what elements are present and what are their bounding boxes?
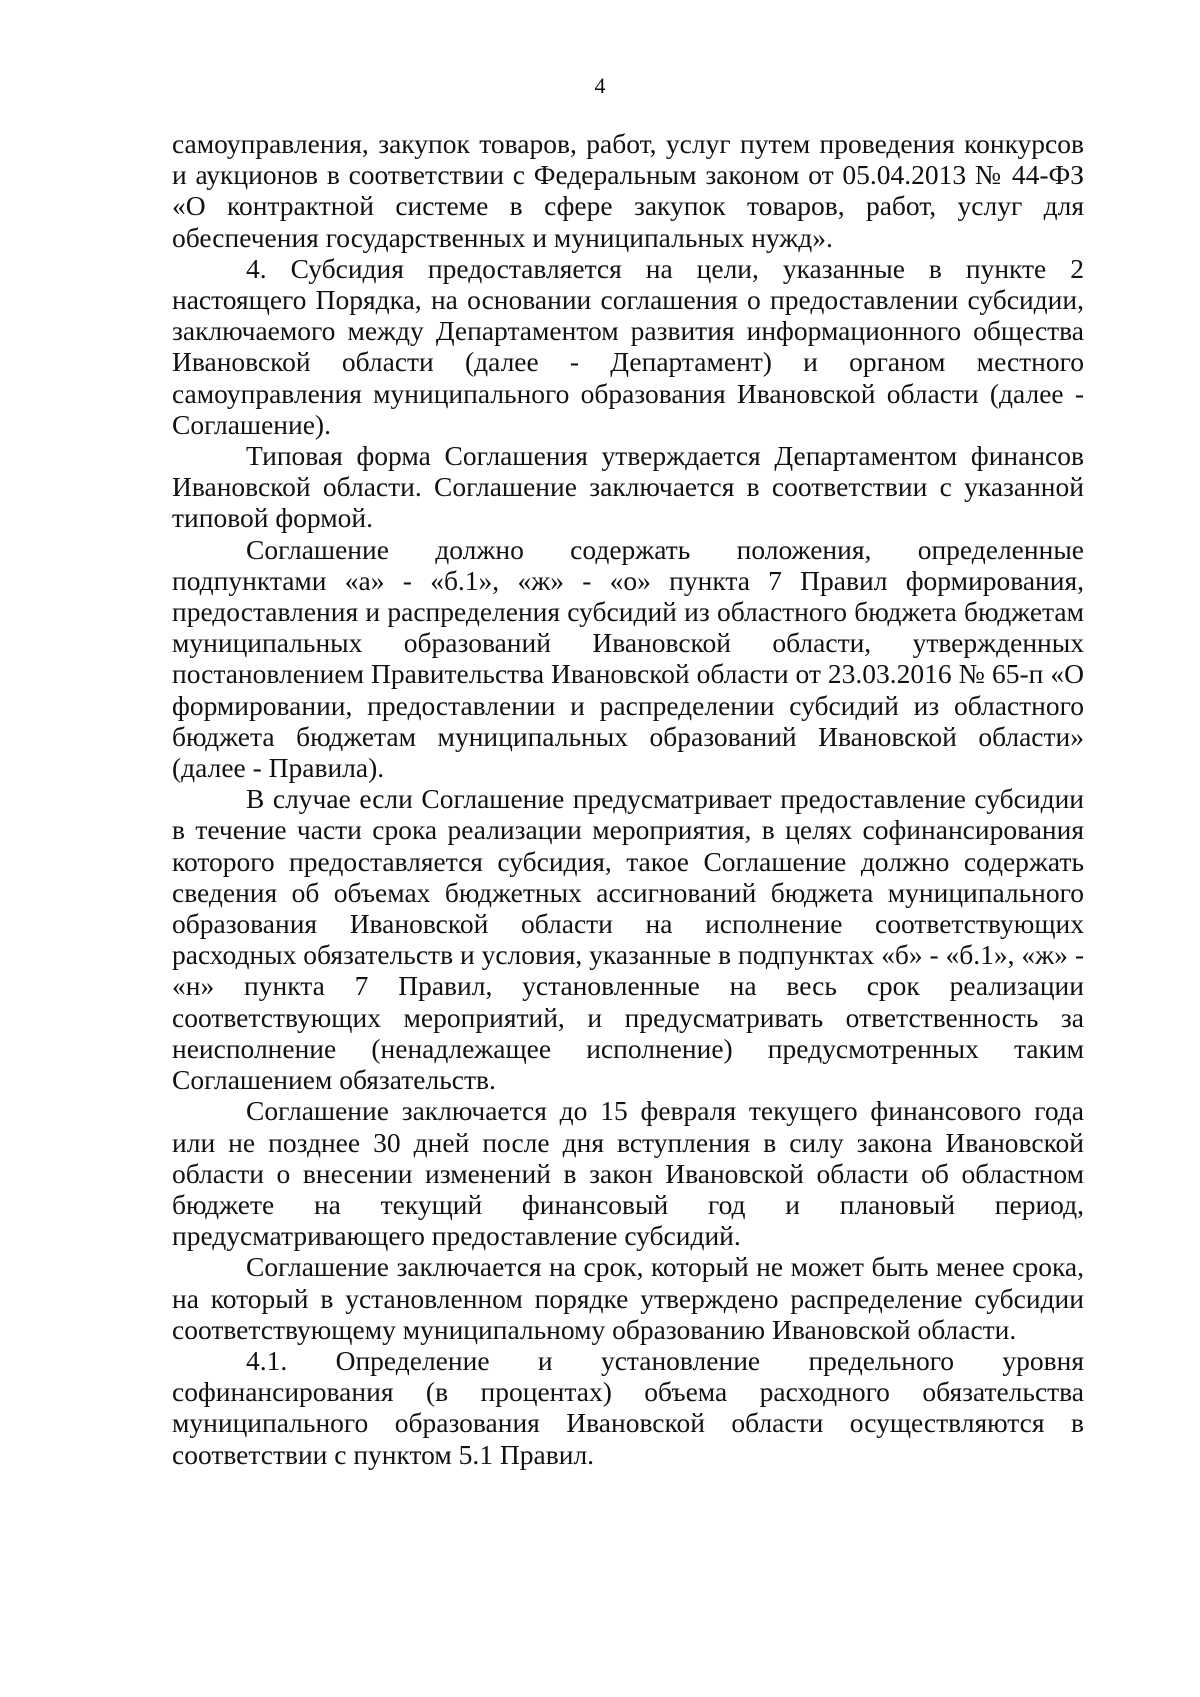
paragraph-partial-term: В случае если Соглашение предусматривает предоставление субсидии в течение части срока реализации мероприятия, в целях софинансирования которого предоставляется субсидия, такое Соглашение должно содержать сведения об объемах бюджетных ассигнований бюджета муниципального образования Ивановской области на исполнение соответствующих расходных обязательств и условия, указанные в подпунктах «б» - «б.1», «ж» - «н» пункта 7 Правил, установленные на весь срок реализации соответствующих мероприятий, и предусматривать ответственность за неисполнение (ненадлежащее исполнение) предусмотренных таким Соглашением обязательств. — [172, 783, 1084, 1096]
paragraph-standard-form: Типовая форма Соглашения утверждается Департаментом финансов Ивановской области. Соглашение заключается в соответствии с указанной типовой формой. — [172, 440, 1084, 534]
paragraph-clause-4-1: 4.1. Определение и установление предельного уровня софинансирования (в процентах) объема расходного обязательства муниципального образования Ивановской области осуществляются в соответствии с пунктом 5.1 Правил. — [172, 1344, 1084, 1470]
page-number: 4 — [594, 73, 606, 98]
paragraph-agreement-term: Соглашение заключается на срок, который не может быть менее срока, на который в установленном порядке утверждено распределение субсидии соответствующему муниципальному образованию Ивановской области. — [172, 1251, 1084, 1345]
paragraph-agreement-provisions: Соглашение должно содержать положения, определенные подпунктами «а» - «б.1», «ж» - «о» пункта 7 Правил формирования, предоставления и распределения субсидий из областного бюджета бюджетам муниципальных образований Ивановской области, утвержденных постановлением Правительства Ивановской области от 23.03.2016 № 65-п «О формировании, предоставлении и распределении субсидий из областного бюджета бюджетам муниципальных образований Ивановской области» (далее - Правила). — [172, 533, 1084, 784]
paragraph-conclusion-deadline: Соглашение заключается до 15 февраля текущего финансового года или не позднее 30 дней после дня вступления в силу закона Ивановской области о внесении изменений в закон Ивановской области об областном бюджете на текущий финансовый год и плановый период, предусматривающего предоставление субсидий. — [172, 1095, 1084, 1252]
paragraph-clause-4: 4. Субсидия предоставляется на цели, указанные в пункте 2 настоящего Порядка, на основании соглашения о предоставлении субсидии, заключаемого между Департаментом развития информационного общества Ивановской области (далее - Департамент) и органом местного самоуправления муниципального образования Ивановской области (далее - Соглашение). — [172, 252, 1084, 440]
document-body — [172, 128, 1084, 1470]
paragraph-continuation: самоуправления, закупок товаров, работ, услуг путем проведения конкурсов и аукционов в соответствии с Федеральным законом от 05.04.2013 № 44-ФЗ «О контрактной системе в сфере закупок товаров, работ, услуг для обеспечения государственных и муниципальных нужд». — [172, 128, 1084, 253]
